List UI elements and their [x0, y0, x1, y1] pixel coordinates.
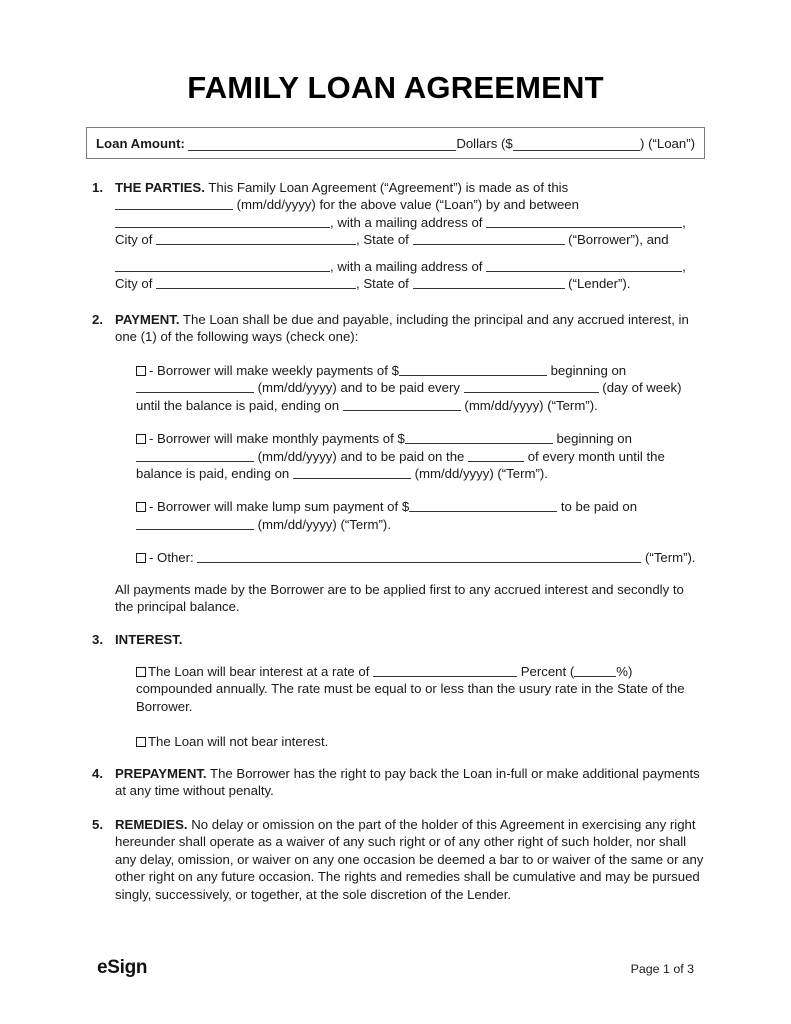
- parties-text-4: City of: [115, 232, 153, 248]
- interest-rate-words-field[interactable]: [373, 663, 517, 677]
- monthly-begin-date-field[interactable]: [136, 448, 254, 462]
- lender-city-field[interactable]: [156, 275, 356, 289]
- loan-amount-dollars-text: Dollars ($: [456, 135, 513, 151]
- parties-text-7: , with a mailing address of: [330, 259, 483, 274]
- page-title: FAMILY LOAN AGREEMENT: [187, 70, 604, 105]
- lender-state-field[interactable]: [413, 275, 565, 289]
- monthly-end-date-field[interactable]: [293, 465, 411, 479]
- payment-option-lump-sum[interactable]: [136, 498, 705, 533]
- section-number-1: 1.: [92, 180, 103, 195]
- interest-options: [92, 663, 705, 767]
- interest-option-bears[interactable]: [136, 663, 705, 715]
- loan-amount-box: [86, 127, 705, 159]
- checkbox-weekly-icon[interactable]: [136, 366, 146, 376]
- parties-text-9: , State of: [356, 276, 409, 292]
- payment-option-other[interactable]: [136, 549, 705, 566]
- section-number-4: 4.: [92, 766, 103, 781]
- page-number: Page 1 of 3: [630, 962, 694, 976]
- parties-text-5: , State of: [356, 232, 409, 248]
- loan-amount-close-text: ) (“Loan”): [640, 135, 695, 151]
- section-heading-remedies: REMEDIES.: [115, 817, 188, 832]
- interest-option-none[interactable]: [136, 733, 705, 750]
- section-heading-payment: PAYMENT.: [115, 312, 180, 327]
- payment-closing-paragraph: All payments made by the Borrower are to be applied first to any accrued interest and secondly to the principal balance.: [115, 582, 684, 615]
- lump-part-1: - Borrower will make lump sum payment of $: [149, 499, 410, 515]
- payment-closing-paragraph-wrap: [92, 581, 705, 616]
- lump-part-3: (mm/dd/yyyy) (“Term”).: [254, 516, 391, 532]
- interest-part-1: The Loan will bear interest at a rate of: [148, 664, 370, 679]
- checkbox-other-icon[interactable]: [136, 553, 146, 563]
- other-part-2: (“Term”).: [641, 550, 696, 566]
- parties-text-6: (“Borrower”), and: [564, 232, 669, 248]
- section-heading-the-parties: THE PARTIES.: [115, 180, 205, 195]
- lump-part-2: to be paid on: [557, 499, 638, 515]
- borrower-city-field[interactable]: [156, 231, 356, 245]
- borrower-name-field[interactable]: [115, 214, 330, 228]
- monthly-day-field[interactable]: [468, 448, 524, 462]
- lump-amount-field[interactable]: [409, 498, 557, 512]
- payment-option-weekly[interactable]: [136, 362, 705, 414]
- section-heading-prepayment: PREPAYMENT.: [115, 766, 207, 781]
- monthly-part-1: - Borrower will make monthly payments of $: [149, 431, 405, 447]
- interest-part-2: Percent (: [517, 664, 575, 679]
- loan-amount-words-field[interactable]: [188, 137, 456, 151]
- checkbox-lump-sum-icon[interactable]: [136, 502, 146, 512]
- section-prepayment: [92, 765, 705, 800]
- interest-part-3: %) compounded annually. The rate must be equal to or less than the usury rate in the State of the Borrower.: [136, 664, 685, 714]
- section-remedies: [92, 816, 705, 903]
- parties-text-3: , with a mailing address of: [330, 214, 483, 230]
- monthly-part-3: (mm/dd/yyyy) and to be paid on the: [254, 448, 465, 464]
- agreement-date-field[interactable]: [115, 196, 233, 210]
- loan-amount-numeric-field[interactable]: [513, 137, 640, 151]
- parties-text-8: City of: [115, 276, 153, 292]
- checkbox-no-interest-icon[interactable]: [136, 737, 146, 747]
- section-the-parties: 1. THE PARTIES. This Family Loan Agreement (“Agreement”) is made as of this (mm/dd/yyyy) for the above value (“Loan”) by and between , with a mailing address of , City of , State of (“Borrower”), and: [92, 180, 686, 248]
- section-the-parties-lender: , with a mailing address of , City of , State of (“Lender”).: [115, 259, 686, 292]
- remedies-body: No delay or omission on the part of the holder of this Agreement in exercising any right hereunder shall operate as a waiver of any such right or of any other right of such holder, nor shall any delay, omission, or waiver on any one occasion be deemed a bar to or waiver of the same or any other right on any future occasion. The rights and remedies shall be cumulative and may be pursued singly, successively, or together, at the sole discretion of the Lender.: [115, 817, 704, 902]
- weekly-begin-date-field[interactable]: [136, 379, 254, 393]
- payment-options: [92, 362, 705, 583]
- other-part-1: - Other:: [149, 550, 194, 566]
- prepayment-body: The Borrower has the right to pay back the Loan in-full or make additional payments at any time without penalty.: [115, 766, 700, 799]
- section-heading-interest: INTEREST.: [115, 632, 183, 647]
- weekly-part-2: beginning on: [546, 363, 627, 378]
- parties-text-10: (“Lender”).: [564, 276, 631, 292]
- weekly-day-of-week-field[interactable]: [464, 379, 599, 393]
- lender-address-field[interactable]: [486, 258, 682, 272]
- weekly-end-date-field[interactable]: [343, 397, 461, 411]
- esign-logo: eSign: [97, 957, 148, 978]
- section-payment: [92, 311, 705, 346]
- section-interest: [92, 631, 705, 648]
- checkbox-bears-interest-icon[interactable]: [136, 667, 146, 677]
- borrower-address-field[interactable]: [486, 214, 682, 228]
- payment-intro: The Loan shall be due and payable, including the principal and any accrued interest, in one (1) of the following ways (check one):: [115, 312, 689, 345]
- checkbox-monthly-icon[interactable]: [136, 434, 146, 444]
- payment-option-monthly[interactable]: [136, 430, 705, 482]
- section-number-2: 2.: [92, 312, 103, 327]
- weekly-part-3: (mm/dd/yyyy) and to be paid every: [254, 380, 460, 396]
- section-number-3: 3.: [92, 632, 103, 647]
- weekly-part-1: - Borrower will make weekly payments of $: [149, 363, 399, 378]
- weekly-part-4: (day of week) until the balance is paid, ending on: [136, 380, 682, 413]
- monthly-part-5: (mm/dd/yyyy) (“Term”).: [410, 466, 548, 482]
- loan-amount-label: Loan Amount:: [96, 135, 185, 151]
- weekly-amount-field[interactable]: [399, 362, 547, 376]
- monthly-part-4: of every month until the balance is paid, ending on: [136, 448, 665, 482]
- other-text-field[interactable]: [197, 549, 641, 563]
- no-interest-text: The Loan will not bear interest.: [148, 734, 329, 750]
- parties-text-2: (mm/dd/yyyy) for the above value (“Loan”) by and between: [233, 197, 579, 213]
- interest-rate-percent-field[interactable]: [574, 663, 616, 677]
- monthly-amount-field[interactable]: [405, 430, 553, 444]
- monthly-part-2: beginning on: [552, 431, 632, 447]
- lender-name-field[interactable]: [115, 258, 330, 272]
- section-number-5: 5.: [92, 817, 103, 832]
- lump-date-field[interactable]: [136, 516, 254, 530]
- weekly-part-5: (mm/dd/yyyy) (“Term”).: [460, 397, 598, 413]
- borrower-state-field[interactable]: [413, 231, 565, 245]
- parties-text-1: This Family Loan Agreement (“Agreement”) is made as of this: [204, 180, 569, 195]
